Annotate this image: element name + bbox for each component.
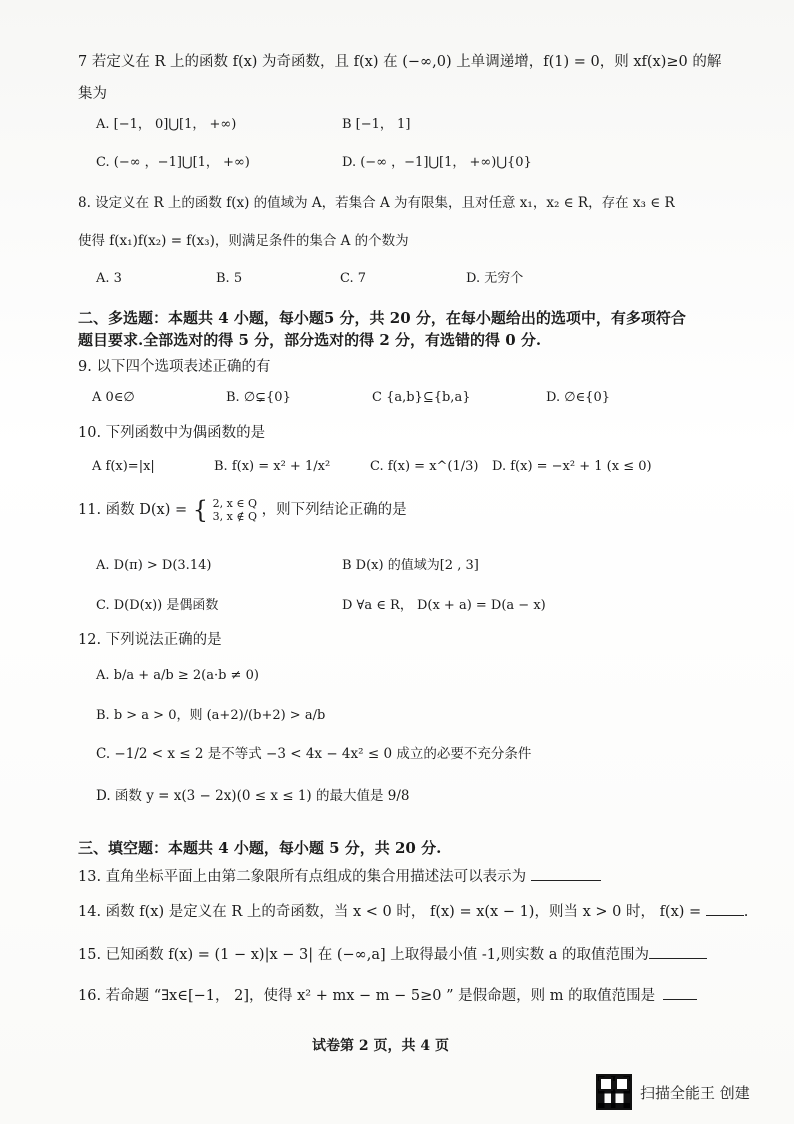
question-9-stem: 9. 以下四个选项表述正确的有 [78, 359, 271, 375]
question-16 [78, 985, 697, 1006]
question-13 [78, 866, 601, 887]
question-11-option-c: C. D(D(x)) 是偶函数 [96, 598, 219, 613]
question-12-option-d: D. 函数 y = x(3 − 2x)(0 ≤ x ≤ 1) 的最大值是 9/8 [96, 788, 410, 804]
section-2-heading-cont: 题目要求.全部选对的得 5 分，部分选对的得 2 分，有选错的得 0 分. [78, 331, 542, 349]
section-2-heading: 二、多选题：本题共 4 小题，每小题5 分，共 20 分，在每小题给出的选项中，有多项符合 [78, 309, 686, 327]
answer-blank [649, 944, 707, 959]
question-7-option-c: C. (−∞ ，−1]⋃[1， +∞) [96, 155, 250, 170]
question-8-option-c: C. 7 [340, 271, 367, 286]
question-8-option-b: B. 5 [216, 271, 243, 286]
question-11-option-a: A. D(π) > D(3.14) [96, 558, 212, 573]
question-14 [78, 901, 748, 922]
question-11-stem [78, 497, 407, 523]
scanner-watermark [596, 1072, 750, 1112]
question-7-option-d: D. (−∞ ，−1]⋃[1， +∞)⋃{0} [342, 155, 532, 170]
question-10-option-a: A f(x)=|x| [92, 459, 155, 474]
qr-code-icon [596, 1074, 632, 1110]
question-11-suffix: ，则下列结论正确的是 [261, 502, 407, 518]
question-12-option-b: B. b > a > 0，则 (a+2)/(b+2) > a/b [96, 708, 326, 723]
question-11-option-b: B D(x) 的值域为[2 , 3] [342, 558, 479, 573]
piecewise-case-1: 2, x ∈ Q [212, 497, 258, 510]
question-9-option-a: A 0∈∅ [92, 390, 135, 405]
piecewise-brace: { [192, 496, 209, 524]
piecewise-case-2: 3, x ∉ Q [212, 510, 258, 523]
question-16-text: 16. 若命题 “∃x∈[−1， 2]，使得 x² + mx − m − 5≥0 ” 是假命题，则 m 的取值范围是 [78, 988, 656, 1004]
question-12-option-c: C. −1/2 < x ≤ 2 是不等式 −3 < 4x − 4x² ≤ 0 成立的必要不充分条件 [96, 746, 532, 762]
question-12-option-a: A. b/a + a/b ≥ 2(a·b ≠ 0) [96, 668, 259, 683]
question-8-option-a: A. 3 [96, 271, 122, 286]
question-7-stem-cont: 集为 [78, 86, 107, 102]
question-7-option-a: A. [−1， 0]⋃[1， +∞) [96, 117, 237, 132]
question-15 [78, 944, 707, 965]
question-7-stem: 7 若定义在 R 上的函数 f(x) 为奇函数，且 f(x) 在 (−∞,0) 上单调递增，f(1) = 0，则 xf(x)≥0 的解 [78, 54, 722, 70]
question-9-option-b: B. ∅⊊{0} [226, 390, 291, 405]
answer-blank [531, 866, 601, 881]
question-9-option-c: C {a,b}⊆{b,a} [372, 390, 471, 405]
watermark-text: 扫描全能王 创建 [640, 1083, 750, 1102]
question-11-prefix: 11. 函数 D(x) = [78, 502, 188, 518]
question-8-stem: 8. 设定义在 R 上的函数 f(x) 的值域为 A，若集合 A 为有限集，且对任意 x₁，x₂ ∈ R，存在 x₃ ∈ R [78, 195, 675, 211]
question-10-option-c: C. f(x) = x^(1/3) [370, 459, 479, 474]
question-12-stem: 12. 下列说法正确的是 [78, 632, 222, 648]
page-footer: 试卷第 2 页，共 4 页 [312, 1038, 449, 1054]
answer-blank [706, 901, 744, 916]
question-9-option-d: D. ∅∈{0} [546, 390, 610, 405]
question-8-stem-cont: 使得 f(x₁)f(x₂) = f(x₃)，则满足条件的集合 A 的个数为 [78, 233, 409, 249]
answer-blank [663, 985, 697, 1000]
question-10-stem: 10. 下列函数中为偶函数的是 [78, 425, 266, 441]
question-10-option-d: D. f(x) = −x² + 1 (x ≤ 0) [492, 459, 652, 474]
question-10-option-b: B. f(x) = x² + 1/x² [214, 459, 331, 474]
question-13-text: 13. 直角坐标平面上由第二象限所有点组成的集合用描述法可以表示为 [78, 869, 531, 885]
question-11-option-d: D ∀a ∈ R， D(x + a) = D(a − x) [342, 598, 546, 613]
question-8-option-d: D. 无穷个 [466, 271, 524, 286]
section-3-heading: 三、填空题：本题共 4 小题，每小题 5 分，共 20 分. [78, 839, 442, 857]
question-14-text: 14. 函数 f(x) 是定义在 R 上的奇函数，当 x < 0 时， f(x) = x(x − 1)，则当 x > 0 时， f(x) = [78, 904, 706, 920]
question-15-text: 15. 已知函数 f(x) = (1 − x)|x − 3| 在 (−∞,a] 上取得最小值 -1,则实数 a 的取值范围为 [78, 947, 649, 963]
question-14-end: . [743, 904, 749, 920]
question-7-option-b: B [−1， 1] [342, 117, 411, 132]
